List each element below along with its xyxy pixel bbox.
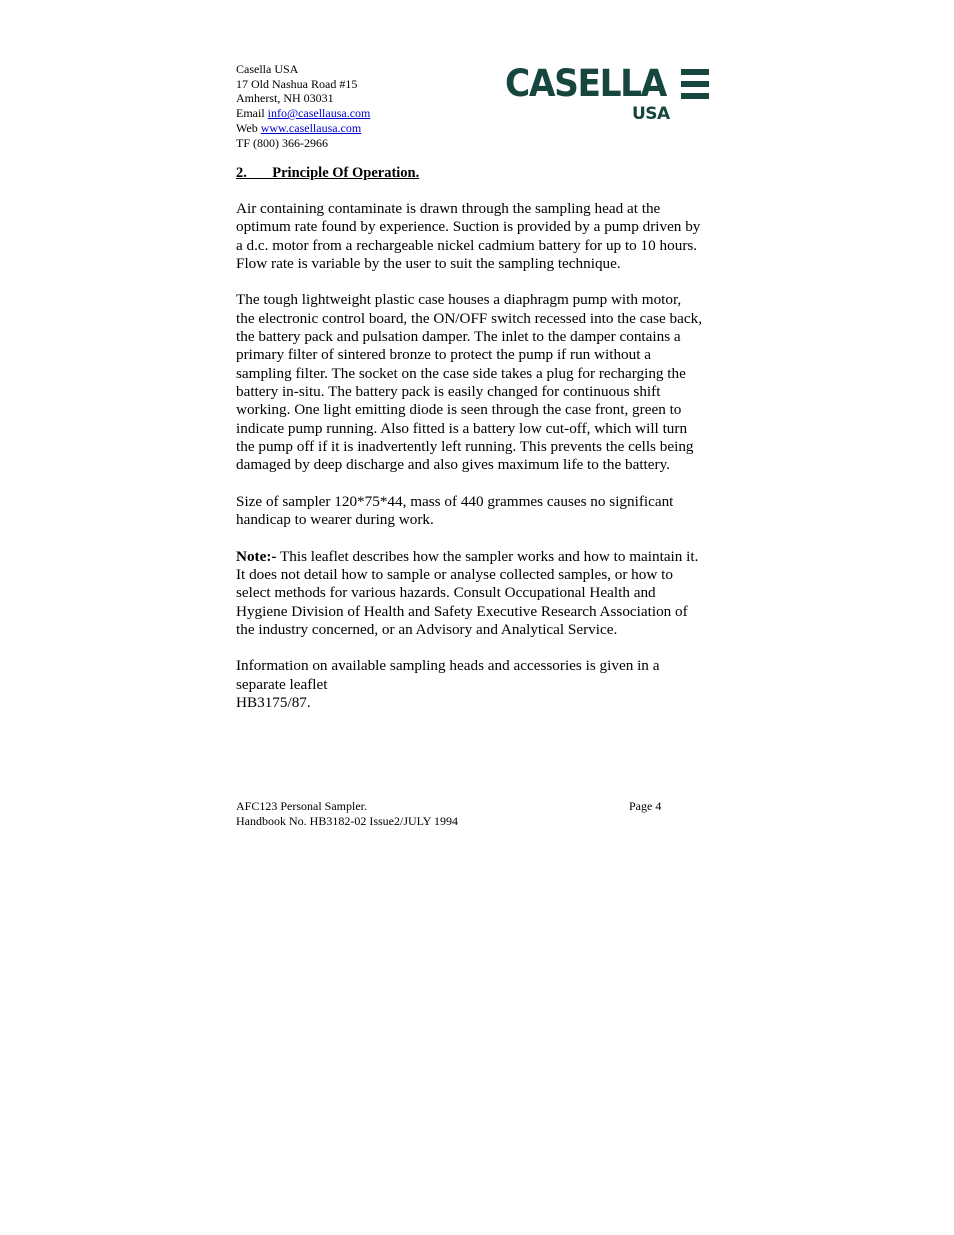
- note-first-line: This leaflet describes how the sampler works and how to maintain it.: [276, 547, 699, 565]
- email-line: [236, 106, 370, 121]
- footer-product: AFC123 Personal Sampler.: [236, 799, 367, 813]
- text-line: the industry concerned, or an Advisory and Analytical Service.: [236, 620, 618, 638]
- page-number: Page 4: [629, 799, 662, 813]
- logo-wordmark: CASELLA: [505, 62, 666, 105]
- phone-number: TF (800) 366-2966: [236, 135, 328, 150]
- web-line: [236, 121, 370, 136]
- section-heading: 2. Principle Of Operation.: [236, 165, 420, 181]
- paragraph-operation: [236, 200, 726, 273]
- text-line: HB3175/87.: [236, 694, 311, 712]
- text-line: primary filter of sintered bronze to protect the pump if run without a: [236, 346, 652, 364]
- text-line: damaged by deep discharge and also gives maximum life to the battery.: [236, 456, 670, 474]
- text-line: indicate pump running. Also fitted is a battery low cut-off, which will turn: [236, 419, 688, 437]
- text-line: Hygiene Division of Health and Safety Executive Research Association of: [236, 602, 688, 620]
- paragraph-information: [236, 657, 726, 712]
- paragraph-size: [236, 493, 726, 530]
- text-line: select methods for various hazards. Consult Occupational Health and: [236, 584, 656, 602]
- city-state-zip: Amherst, NH 03031: [236, 91, 334, 106]
- paragraph-note: [236, 548, 726, 639]
- casella-usa-logo: [505, 62, 709, 126]
- company-address: [236, 62, 370, 150]
- company-name: Casella USA: [236, 62, 299, 76]
- text-line: The tough lightweight plastic case houses a diaphragm pump with motor,: [236, 291, 682, 309]
- text-line: Size of sampler 120*75*44, mass of 440 grammes causes no significant: [236, 492, 674, 510]
- logo-bars-icon: [681, 69, 709, 100]
- web-link[interactable]: www.casellausa.com: [260, 120, 362, 135]
- email-label: Email: [236, 106, 268, 121]
- text-line: optimum rate found by experience. Suction is provided by a pump driven by: [236, 218, 701, 236]
- text-line: [236, 548, 726, 566]
- paragraph-case: [236, 291, 726, 474]
- email-link[interactable]: info@casellausa.com: [267, 106, 371, 121]
- text-line: sampling filter. The socket on the case side takes a plug for recharging the: [236, 364, 686, 382]
- text-line: a d.c. motor from a rechargeable nickel cadmium battery for up to 10 hours.: [236, 236, 698, 254]
- text-line: working. One light emitting diode is seen through the case front, green to: [236, 401, 682, 419]
- text-line: Air containing contaminate is drawn through the sampling head at the: [236, 200, 661, 217]
- text-line: Information on available sampling heads and accessories is given in a: [236, 657, 660, 675]
- logo-usa: USA: [632, 104, 670, 124]
- text-line: separate leaflet: [236, 675, 328, 693]
- text-line: the pump off if it is inadvertently left running. This prevents the cells being: [236, 437, 694, 455]
- text-line: Flow rate is variable by the user to suit the sampling technique.: [236, 254, 621, 272]
- text-line: battery in-situ. The battery pack is easily changed for continuous shift: [236, 382, 661, 400]
- web-label: Web: [236, 120, 261, 135]
- note-label: Note:-: [236, 547, 277, 565]
- text-line: the electronic control board, the ON/OFF switch recessed into the case back,: [236, 309, 703, 327]
- page-footer: [236, 799, 666, 829]
- footer-handbook: Handbook No. HB3182-02 Issue2/JULY 1994: [236, 814, 459, 828]
- body-text: [236, 200, 726, 731]
- text-line: the battery pack and pulsation damper. The inlet to the damper contains a: [236, 328, 681, 346]
- street-address: 17 Old Nashua Road #15: [236, 76, 358, 91]
- text-line: It does not detail how to sample or analyse collected samples, or how to: [236, 565, 673, 583]
- text-line: handicap to wearer during work.: [236, 511, 434, 529]
